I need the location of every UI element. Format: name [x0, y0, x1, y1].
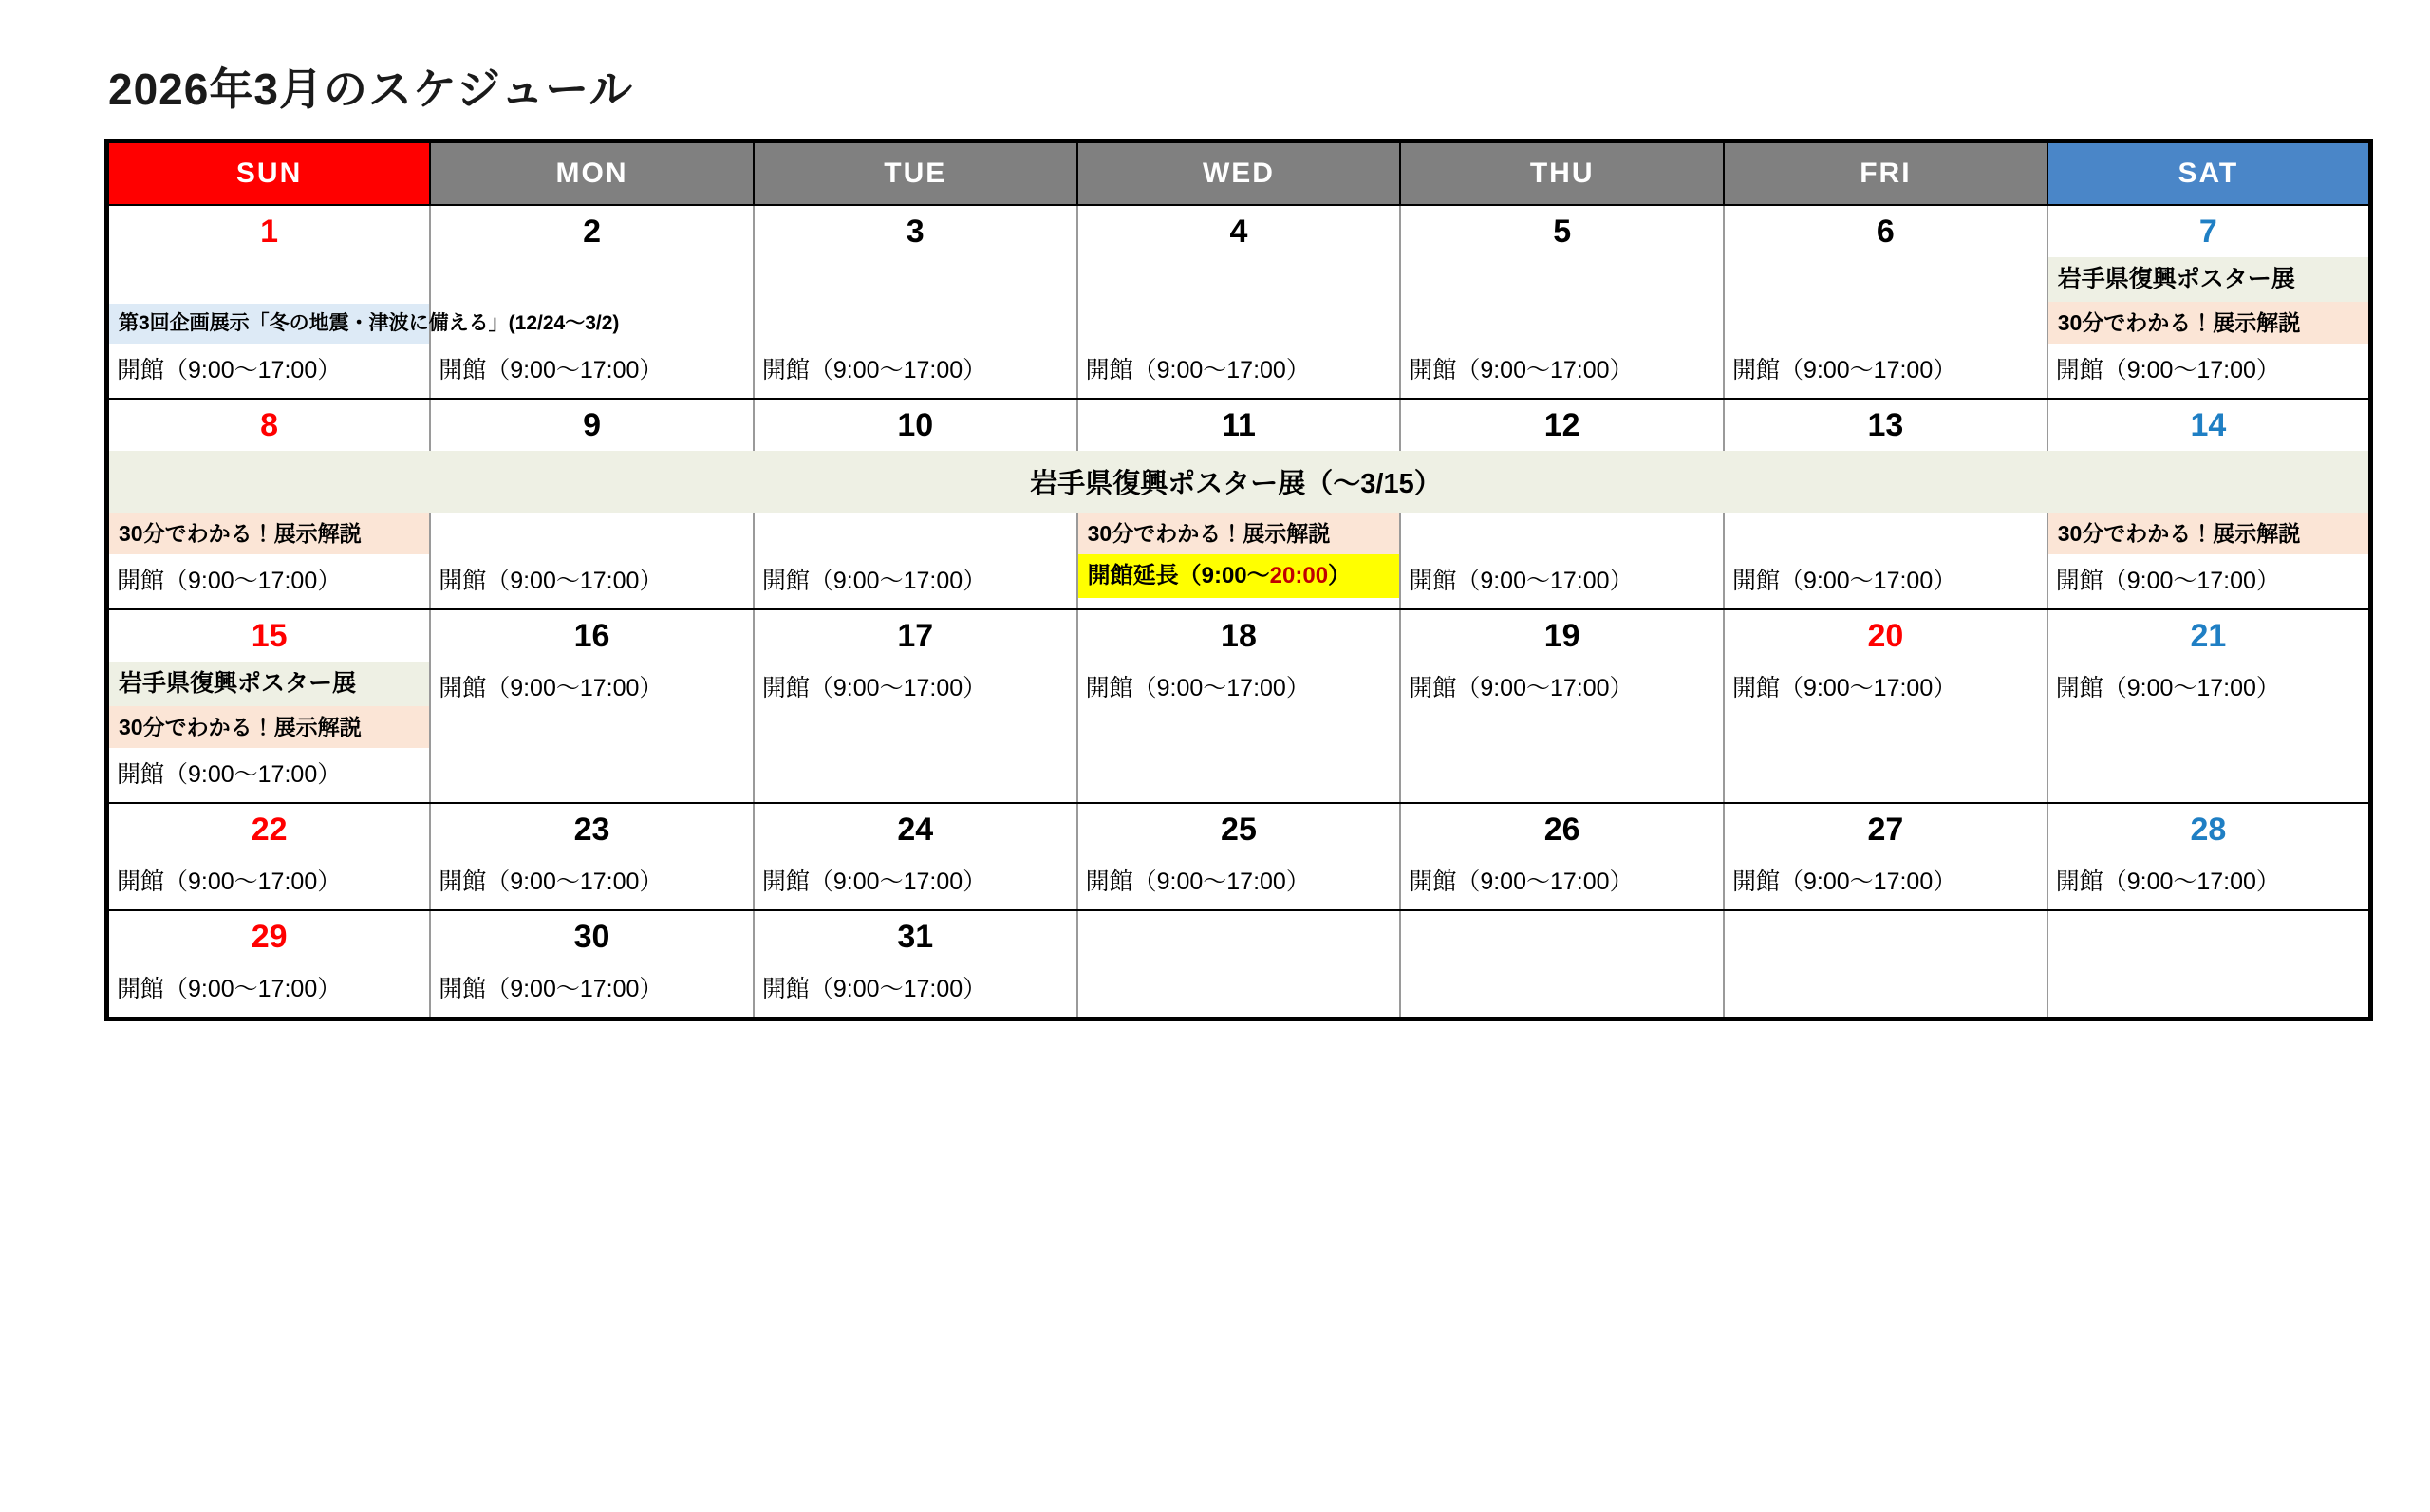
day-cell-25[interactable]: [1077, 803, 1401, 910]
event-guide-14: 30分でわかる！展示解説: [2048, 513, 2368, 554]
day-number-7: 7: [2198, 214, 2217, 250]
day-cell-17[interactable]: [754, 609, 1077, 803]
event-hours-24: 開館（9:00〜17:00）: [761, 868, 987, 896]
day-number-5: 5: [1553, 214, 1572, 250]
day-number-11: 11: [1221, 406, 1256, 443]
poster-span-cell: [107, 451, 2371, 513]
calendar-week-4: [107, 803, 2371, 910]
day-number-18: 18: [1221, 618, 1257, 655]
day-number-25: 25: [1221, 812, 1257, 849]
day-number-24: 24: [897, 812, 934, 849]
day-number-12: 12: [1543, 406, 1580, 443]
day-number-10: 10: [897, 406, 934, 443]
event-hours-10: 開館（9:00〜17:00）: [761, 568, 987, 595]
event-hours-1: 開館（9:00〜17:00）: [117, 357, 342, 384]
poster-span-row: [107, 451, 2371, 513]
event-hours-30: 開館（9:00〜17:00）: [439, 975, 664, 1002]
day-number-22: 22: [251, 812, 288, 849]
calendar-week-3: [107, 609, 2371, 803]
day-cell-22[interactable]: [107, 803, 431, 910]
day-number-21: 21: [2190, 618, 2227, 655]
day-number-4: 4: [1229, 214, 1248, 250]
day-cell-28[interactable]: [2047, 803, 2371, 910]
day-number-23: 23: [573, 812, 610, 849]
event-poster-15: 岩手県復興ポスター展: [109, 662, 429, 706]
day-cell-empty-2: [1400, 910, 1724, 1018]
day-cell-11[interactable]: [1077, 399, 1401, 451]
weekday-header-sat: SAT: [2047, 141, 2371, 206]
day-cell-14[interactable]: [2047, 399, 2371, 451]
day-cell-10[interactable]: [754, 399, 1077, 451]
day-number-30: 30: [573, 918, 610, 955]
day-cell-1[interactable]: [107, 205, 620, 399]
day-cell-empty-1: [1077, 910, 1401, 1018]
day-cell-15[interactable]: [107, 609, 431, 803]
event-hours-22: 開館（9:00〜17:00）: [117, 868, 342, 896]
day-cell-9[interactable]: [430, 399, 754, 451]
day-cell-29[interactable]: [107, 910, 431, 1018]
day-cell-8[interactable]: [107, 399, 431, 451]
event-guide-15: 30分でわかる！展示解説: [109, 706, 429, 748]
day-cell-20[interactable]: [1724, 609, 2047, 803]
day-number-14: 14: [2190, 406, 2227, 443]
day-number-3: 3: [906, 214, 925, 250]
day-cell-4[interactable]: [1077, 205, 1401, 399]
day-events-14[interactable]: [2047, 513, 2371, 609]
day-number-16: 16: [573, 618, 610, 655]
day-cell-18[interactable]: [1077, 609, 1401, 803]
day-cell-21[interactable]: [2047, 609, 2371, 803]
event-exhibit-banner-1: 第3回企画展示「冬の地震・津波に備える」(12/24〜3/2): [109, 304, 429, 344]
day-number-20: 20: [1867, 618, 1904, 655]
day-cell-23[interactable]: [430, 803, 754, 910]
event-hours-13: 開館（9:00〜17:00）: [1732, 568, 1957, 595]
event-hours-23: 開館（9:00〜17:00）: [439, 868, 664, 896]
day-cell-5[interactable]: [1400, 205, 1724, 399]
calendar-week-5: [107, 910, 2371, 1018]
schedule-calendar: [104, 139, 2373, 1021]
day-number-2: 2: [583, 214, 602, 250]
day-cell-13[interactable]: [1724, 399, 2047, 451]
day-events-10[interactable]: [754, 513, 1077, 609]
day-events-11[interactable]: [1077, 513, 1401, 609]
event-hours-18: 開館（9:00〜17:00）: [1085, 675, 1310, 702]
weekday-header-fri: FRI: [1724, 141, 2047, 206]
weekday-header-row: [107, 141, 2371, 206]
event-guide-8: 30分でわかる！展示解説: [109, 513, 429, 554]
day-events-13[interactable]: [1724, 513, 2047, 609]
event-hours-16: 開館（9:00〜17:00）: [439, 675, 664, 702]
day-cell-3[interactable]: [754, 205, 1077, 399]
day-cell-2[interactable]: [430, 205, 754, 399]
day-number-15: 15: [251, 618, 288, 655]
day-cell-31[interactable]: [754, 910, 1077, 1018]
day-number-8: 8: [260, 406, 279, 443]
extended-late-time: 20:00: [1269, 563, 1329, 589]
day-cell-12[interactable]: [1400, 399, 1724, 451]
day-events-8[interactable]: [107, 513, 431, 609]
event-hours-12: 開館（9:00〜17:00）: [1409, 568, 1634, 595]
event-poster-span: 岩手県復興ポスター展（〜3/15）: [109, 451, 2368, 513]
event-hours-15: 開館（9:00〜17:00）: [117, 761, 342, 789]
extended-suffix: ）: [1328, 563, 1352, 589]
event-hours-3: 開館（9:00〜17:00）: [761, 357, 987, 384]
day-cell-6[interactable]: [1724, 205, 2047, 399]
event-hours-28: 開館（9:00〜17:00）: [2055, 868, 2280, 896]
day-number-26: 26: [1543, 812, 1580, 849]
day-cell-26[interactable]: [1400, 803, 1724, 910]
calendar-week-1: [107, 205, 2371, 399]
event-hours-25: 開館（9:00〜17:00）: [1085, 868, 1310, 896]
day-cell-19[interactable]: [1400, 609, 1724, 803]
event-hours-27: 開館（9:00〜17:00）: [1732, 868, 1957, 896]
day-cell-24[interactable]: [754, 803, 1077, 910]
day-number-6: 6: [1876, 214, 1895, 250]
event-hours-6: 開館（9:00〜17:00）: [1732, 357, 1957, 384]
event-guide-11: 30分でわかる！展示解説: [1078, 513, 1400, 554]
event-hours-14: 開館（9:00〜17:00）: [2055, 568, 2280, 595]
day-number-17: 17: [897, 618, 934, 655]
event-hours-19: 開館（9:00〜17:00）: [1409, 675, 1634, 702]
day-cell-16[interactable]: [430, 609, 754, 803]
day-number-1: 1: [260, 214, 279, 250]
day-number-19: 19: [1543, 618, 1580, 655]
event-hours-5: 開館（9:00〜17:00）: [1409, 357, 1634, 384]
event-hours-7: 開館（9:00〜17:00）: [2055, 357, 2280, 384]
day-cell-empty-4: [2047, 910, 2371, 1018]
event-hours-8: 開館（9:00〜17:00）: [117, 568, 342, 595]
event-extended-hours-11: [1078, 554, 1400, 598]
weekday-header-mon: MON: [430, 141, 754, 206]
weekday-header-tue: TUE: [754, 141, 1077, 206]
weekday-header-wed: WED: [1077, 141, 1401, 206]
day-cell-7[interactable]: [2047, 205, 2371, 399]
event-guide-7: 30分でわかる！展示解説: [2048, 302, 2368, 344]
event-hours-20: 開館（9:00〜17:00）: [1732, 675, 1957, 702]
day-number-28: 28: [2190, 812, 2227, 849]
day-number-27: 27: [1867, 812, 1904, 849]
page-title: 2026年3月のスケジュール: [108, 65, 634, 114]
day-cell-empty-3: [1724, 910, 2047, 1018]
day-number-13: 13: [1867, 406, 1904, 443]
extended-prefix: 開館延長（9:00〜: [1087, 563, 1270, 589]
day-number-31: 31: [897, 918, 934, 955]
day-events-9[interactable]: [430, 513, 754, 609]
weekday-header-thu: THU: [1400, 141, 1724, 206]
day-cell-27[interactable]: [1724, 803, 2047, 910]
day-events-12[interactable]: [1400, 513, 1724, 609]
calendar-week-2-events: [107, 513, 2371, 609]
event-poster-7: 岩手県復興ポスター展: [2048, 257, 2368, 302]
event-hours-26: 開館（9:00〜17:00）: [1409, 868, 1634, 896]
event-hours-17: 開館（9:00〜17:00）: [761, 675, 987, 702]
event-hours-2: 開館（9:00〜17:00）: [439, 357, 664, 384]
event-hours-21: 開館（9:00〜17:00）: [2055, 675, 2280, 702]
day-number-9: 9: [583, 406, 602, 443]
calendar-week-2-numbers: [107, 399, 2371, 451]
event-hours-31: 開館（9:00〜17:00）: [761, 975, 987, 1002]
day-number-29: 29: [251, 918, 288, 955]
event-hours-4: 開館（9:00〜17:00）: [1085, 357, 1310, 384]
event-hours-9: 開館（9:00〜17:00）: [439, 568, 664, 595]
day-cell-30[interactable]: [430, 910, 754, 1018]
weekday-header-sun: SUN: [107, 141, 431, 206]
event-hours-29: 開館（9:00〜17:00）: [117, 975, 342, 1002]
